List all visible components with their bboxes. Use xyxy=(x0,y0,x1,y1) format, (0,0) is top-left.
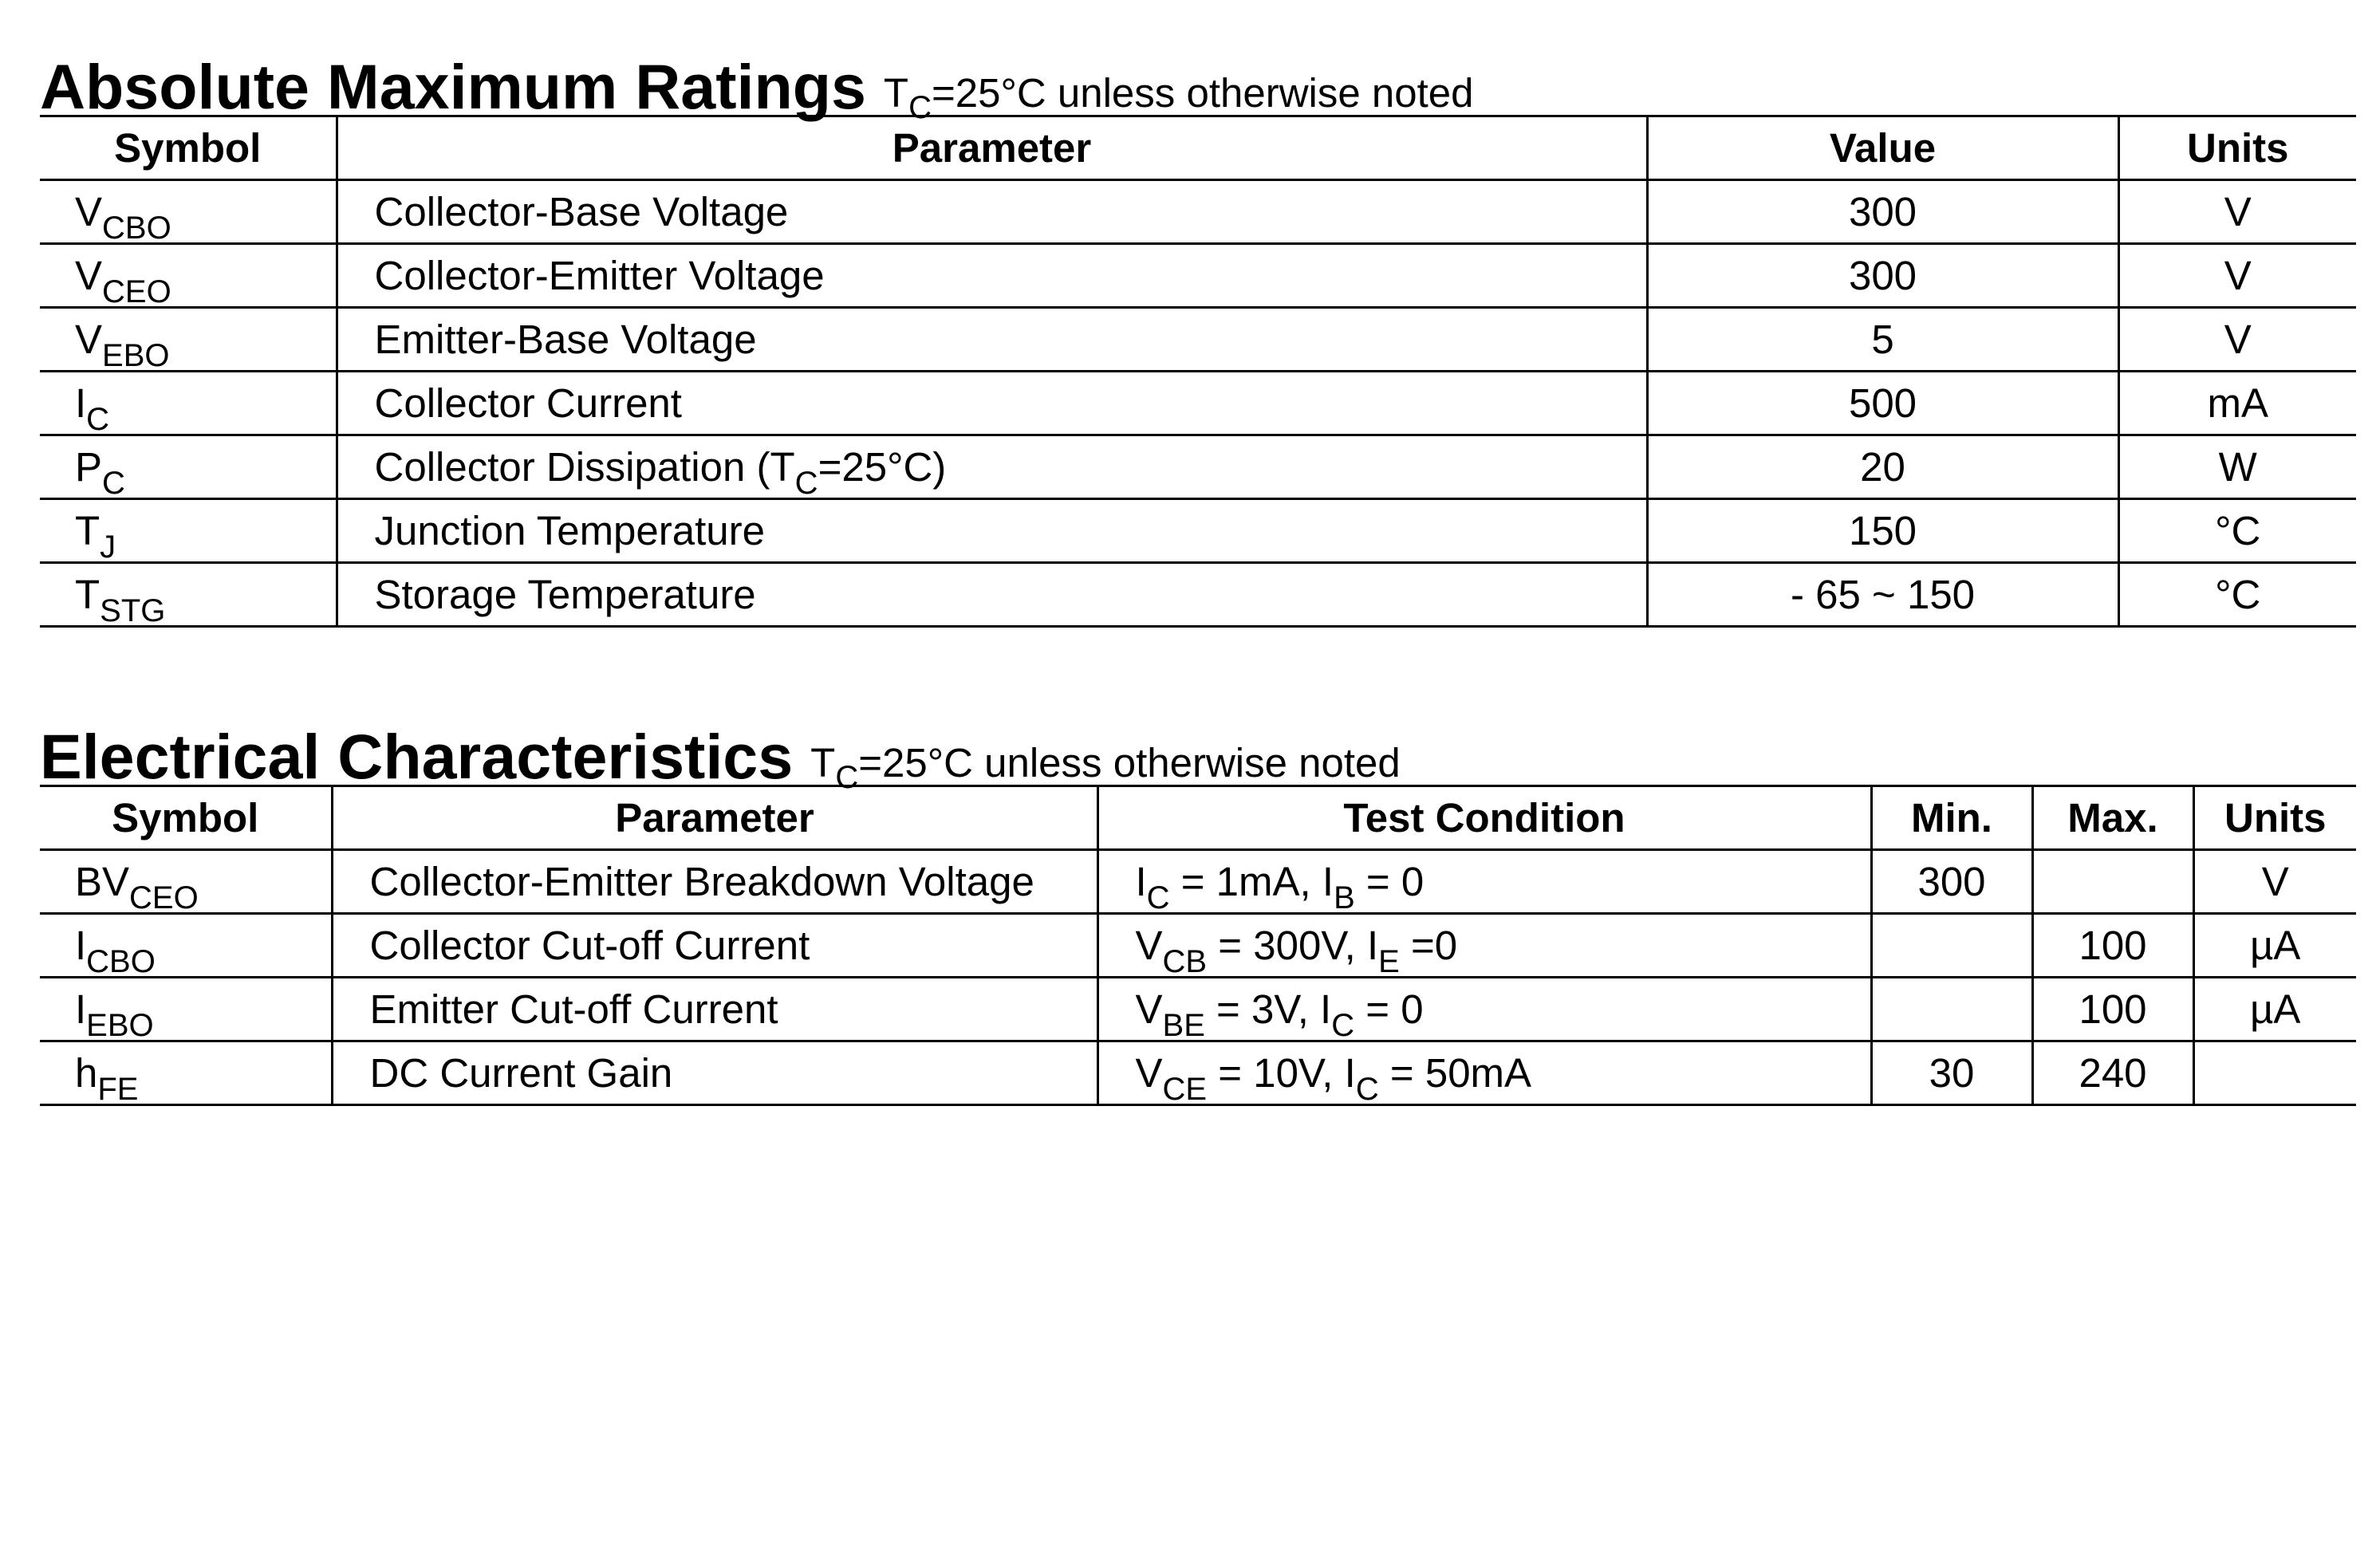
units-cell: µA xyxy=(2193,978,2356,1041)
parameter-cell xyxy=(337,563,1647,627)
value-cell: 500 xyxy=(1647,372,2118,435)
parameter-cell xyxy=(337,499,1647,563)
value-cell: 300 xyxy=(1647,244,2118,308)
parameter-text: Collector-Emitter Voltage xyxy=(374,253,825,298)
section-condition: $T_C=25^\circ C$ unless otherwise noted xyxy=(810,740,1401,795)
condition-text: = 300V, I xyxy=(1207,923,1379,968)
symbol-base: I xyxy=(75,923,87,968)
table-row xyxy=(40,850,2356,914)
section-title: Electrical Characteristics xyxy=(40,721,794,792)
symbol-base: V xyxy=(75,317,103,362)
condition-subscript: C xyxy=(1331,1008,1355,1041)
units-cell: °C xyxy=(2118,563,2356,627)
symbol-cell xyxy=(40,308,337,372)
parameter-text-end: =25°C) xyxy=(818,444,947,490)
units-cell: °C xyxy=(2118,499,2356,563)
symbol-base: P xyxy=(75,444,103,490)
symbol-subscript: J xyxy=(100,529,116,563)
symbol-subscript: CEO xyxy=(102,274,171,308)
condition-subscript: CE xyxy=(1162,1072,1208,1105)
condition-text: V xyxy=(1135,1050,1163,1096)
header-units: Units xyxy=(2118,116,2356,180)
table-row xyxy=(40,180,2356,244)
max-cell xyxy=(2032,850,2193,914)
header-symbol: Symbol xyxy=(40,116,337,180)
parameter-cell: Collector-Emitter Breakdown Voltage xyxy=(332,850,1097,914)
symbol-subscript: FE xyxy=(97,1072,139,1105)
symbol-subscript: EBO xyxy=(86,1008,154,1041)
symbol-base: I xyxy=(75,986,87,1032)
section-condition: $T_C=25^\circ C$ unless otherwise noted xyxy=(883,70,1474,125)
symbol-cell xyxy=(40,435,337,499)
units-cell: µA xyxy=(2193,914,2356,978)
symbol-base: h xyxy=(75,1050,98,1096)
units-cell: V xyxy=(2193,850,2356,914)
header-max: Max. xyxy=(2032,786,2193,850)
symbol-cell xyxy=(40,978,332,1041)
absolute-maximum-ratings-table xyxy=(40,115,2356,628)
table-row xyxy=(40,435,2356,499)
header-units: Units xyxy=(2193,786,2356,850)
symbol-subscript: EBO xyxy=(102,338,170,372)
symbol-cell xyxy=(40,372,337,435)
symbol-subscript: CBO xyxy=(102,211,171,244)
table-row xyxy=(40,244,2356,308)
test-condition-cell xyxy=(1097,914,1871,978)
symbol-base: I xyxy=(75,380,87,426)
units-cell: V xyxy=(2118,244,2356,308)
condition-text: = 0 xyxy=(1354,859,1424,904)
table-row xyxy=(40,308,2356,372)
units-cell xyxy=(2193,1041,2356,1105)
parameter-cell xyxy=(337,180,1647,244)
condition-text: = 10V, I xyxy=(1207,1050,1356,1096)
table-row xyxy=(40,499,2356,563)
condition-text: = 1mA, I xyxy=(1169,859,1334,904)
symbol-cell xyxy=(40,499,337,563)
symbol-cell xyxy=(40,563,337,627)
table-row xyxy=(40,914,2356,978)
condition-text: = 50mA xyxy=(1378,1050,1532,1096)
header-min: Min. xyxy=(1871,786,2032,850)
parameter-text: Storage Temperature xyxy=(374,572,756,617)
condition-subscript: CB xyxy=(1162,944,1208,978)
absolute-maximum-ratings-section xyxy=(40,22,2356,628)
parameter-cell: DC Current Gain xyxy=(332,1041,1097,1105)
symbol-subscript: C xyxy=(86,402,110,435)
condition-subscript: C xyxy=(1355,1072,1379,1105)
condition-subscript: BE xyxy=(1162,1008,1205,1041)
units-cell: V xyxy=(2118,308,2356,372)
header-parameter: Parameter xyxy=(337,116,1647,180)
parameter-cell xyxy=(337,308,1647,372)
section-title: Absolute Maximum Ratings xyxy=(40,51,866,122)
condition-text: I xyxy=(1135,859,1147,904)
symbol-cell xyxy=(40,850,332,914)
value-cell: 20 xyxy=(1647,435,2118,499)
min-cell: 300 xyxy=(1871,850,2032,914)
test-condition-cell xyxy=(1097,978,1871,1041)
max-cell: 240 xyxy=(2032,1041,2193,1105)
header-symbol: Symbol xyxy=(40,786,332,850)
max-cell: 100 xyxy=(2032,978,2193,1041)
value-cell: 5 xyxy=(1647,308,2118,372)
parameter-cell xyxy=(337,244,1647,308)
condition-text: V xyxy=(1135,923,1163,968)
value-cell: 300 xyxy=(1647,180,2118,244)
condition-text: = 0 xyxy=(1354,986,1424,1032)
symbol-base: V xyxy=(75,189,103,234)
parameter-cell xyxy=(337,435,1647,499)
parameter-cell: Collector Cut-off Current xyxy=(332,914,1097,978)
symbol-subscript: STG xyxy=(100,593,166,627)
table-header-row xyxy=(40,116,2356,180)
condition-subscript: B xyxy=(1334,880,1355,914)
parameter-text: Collector-Base Voltage xyxy=(374,189,789,234)
symbol-base: V xyxy=(75,253,103,298)
parameter-text: Collector Current xyxy=(374,380,682,426)
condition-subscript: C xyxy=(1146,880,1170,914)
parameter-cell: Emitter Cut-off Current xyxy=(332,978,1097,1041)
electrical-characteristics-heading xyxy=(40,692,2356,795)
electrical-characteristics-table xyxy=(40,785,2356,1106)
units-cell: mA xyxy=(2118,372,2356,435)
min-cell xyxy=(1871,914,2032,978)
table-row xyxy=(40,563,2356,627)
condition-text: = 3V, I xyxy=(1204,986,1332,1032)
test-condition-cell xyxy=(1097,1041,1871,1105)
symbol-base: T xyxy=(75,508,100,553)
symbol-base: T xyxy=(75,572,100,617)
table-row xyxy=(40,1041,2356,1105)
symbol-cell xyxy=(40,180,337,244)
symbol-cell xyxy=(40,1041,332,1105)
absolute-maximum-ratings-heading xyxy=(40,22,2356,125)
parameter-cell xyxy=(337,372,1647,435)
units-cell: W xyxy=(2118,435,2356,499)
condition-text: =0 xyxy=(1399,923,1458,968)
min-cell: 30 xyxy=(1871,1041,2032,1105)
table-header-row xyxy=(40,786,2356,850)
electrical-characteristics-section xyxy=(40,692,2356,1106)
value-cell: - 65 ~ 150 xyxy=(1647,563,2118,627)
symbol-subscript: CBO xyxy=(86,944,156,978)
symbol-subscript: CEO xyxy=(129,880,199,914)
parameter-text: Collector Dissipation (T xyxy=(374,444,795,490)
symbol-cell xyxy=(40,244,337,308)
condition-text: V xyxy=(1135,986,1163,1032)
min-cell xyxy=(1871,978,2032,1041)
max-cell: 100 xyxy=(2032,914,2193,978)
symbol-subscript: C xyxy=(102,466,125,499)
table-row xyxy=(40,978,2356,1041)
header-parameter: Parameter xyxy=(332,786,1097,850)
parameter-subscript: C xyxy=(794,466,818,499)
header-value: Value xyxy=(1647,116,2118,180)
value-cell: 150 xyxy=(1647,499,2118,563)
symbol-cell xyxy=(40,914,332,978)
table-row xyxy=(40,372,2356,435)
units-cell: V xyxy=(2118,180,2356,244)
condition-subscript: E xyxy=(1378,944,1400,978)
parameter-text: Emitter-Base Voltage xyxy=(374,317,757,362)
symbol-base: BV xyxy=(75,859,130,904)
parameter-text: Junction Temperature xyxy=(374,508,766,553)
header-test-condition: Test Condition xyxy=(1097,786,1871,850)
test-condition-cell xyxy=(1097,850,1871,914)
